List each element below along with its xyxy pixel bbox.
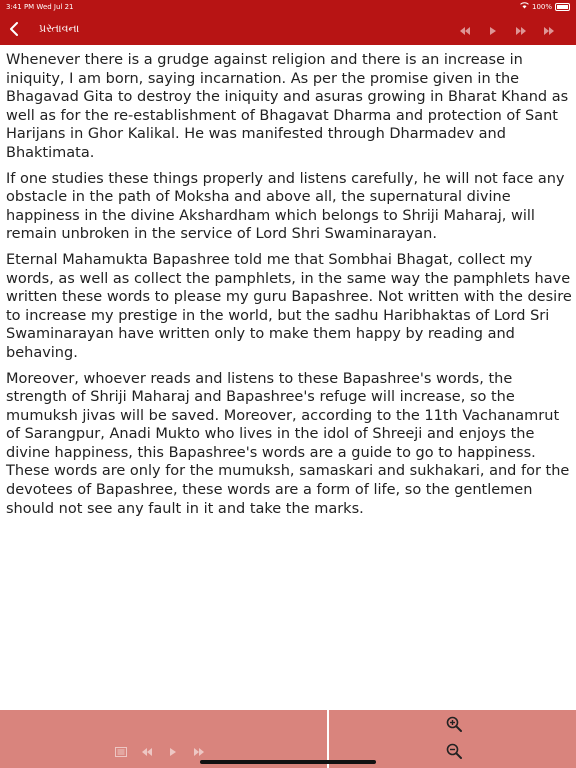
paragraph: Whenever there is a grudge against religion and there is an increase in iniquity, I am born, saying incarnation. As per the promise given in the Bhagavad Gita to destroy the iniquity and asuras growing in Bharat Khand as well as for the re-establishment of Bhagavat Dharma and protection of Sant Harijans in Ghor Kalikal. He was manifested through Dharmadev and Bhaktimata. xyxy=(6,52,569,161)
back-button[interactable] xyxy=(6,21,22,39)
skip-back-button[interactable] xyxy=(456,23,474,37)
list-icon xyxy=(115,742,127,761)
skip-forward-button[interactable] xyxy=(512,23,530,37)
zoom-in-button[interactable] xyxy=(446,716,462,732)
battery-icon xyxy=(555,3,570,11)
skip-back-icon xyxy=(459,21,471,40)
article-body xyxy=(6,51,572,525)
rewind-icon xyxy=(141,742,153,761)
home-indicator[interactable] xyxy=(200,760,376,764)
status-indicators xyxy=(520,2,570,11)
page-title: પ્રસ્તાવના xyxy=(39,22,80,35)
fast-forward-icon xyxy=(193,742,205,761)
paragraph: Eternal Mahamukta Bapashree told me that Sombhai Bhagat, collect my words, as well as collect the pamphlets, in the same way the pamphlets have written these words to please my guru Bapashree. Not written with the desire to increase my prestige in the world, but the sadhu Haribhaktas of Lord Sri Swaminarayan have written only to make them happy by reading and behaving. xyxy=(6,251,572,361)
play-button-footer[interactable] xyxy=(166,744,180,758)
play-icon xyxy=(168,742,178,761)
battery-percent: 100% xyxy=(531,2,552,11)
status-bar xyxy=(0,0,576,14)
fast-forward-icon xyxy=(543,21,555,40)
paragraph: Moreover, whoever reads and listens to these Bapashree's words, the strength of Shriji Maharaj and Bapashree's refuge will increase, so the mumuksh jivas will be saved. Moreover, according to the 11th Vachanamrut of Sarangpur, Anadi Mukto who lives in the idol of Shreeji and enjoys the divine happiness, this Bapashree's words are a guide to go to happiness. These words are only for the mumuksh, samaskari and sukhakari, and for the devotees of Bapashree, these words are a form of life, so the gentlemen should not see any fault in it and take the marks. xyxy=(6,370,570,517)
zoom-out-icon xyxy=(446,744,462,763)
playback-controls xyxy=(114,744,206,758)
play-button[interactable] xyxy=(484,23,502,37)
status-time: 3:41 PM Wed Jul 21 xyxy=(6,3,74,11)
wifi-icon xyxy=(520,2,529,11)
rewind-button[interactable] xyxy=(140,744,154,758)
zoom-out-button[interactable] xyxy=(446,743,462,759)
top-app-bar xyxy=(0,0,576,45)
paragraph: If one studies these things properly and listens carefully, he will not face any obstacle in the path of Moksha and above all, the supernatural divine happiness in the divine Akshardham which belongs to Shriji Maharaj, will remain unbroken in the service of Lord Shri Swaminarayan. xyxy=(6,170,565,243)
play-icon xyxy=(488,21,498,40)
header-nav-controls xyxy=(456,23,558,37)
skip-forward-icon xyxy=(515,21,527,40)
chevron-left-icon xyxy=(9,21,19,40)
fast-forward-button[interactable] xyxy=(540,23,558,37)
fast-forward-button-footer[interactable] xyxy=(192,744,206,758)
list-button[interactable] xyxy=(114,744,128,758)
zoom-in-icon xyxy=(446,717,462,736)
